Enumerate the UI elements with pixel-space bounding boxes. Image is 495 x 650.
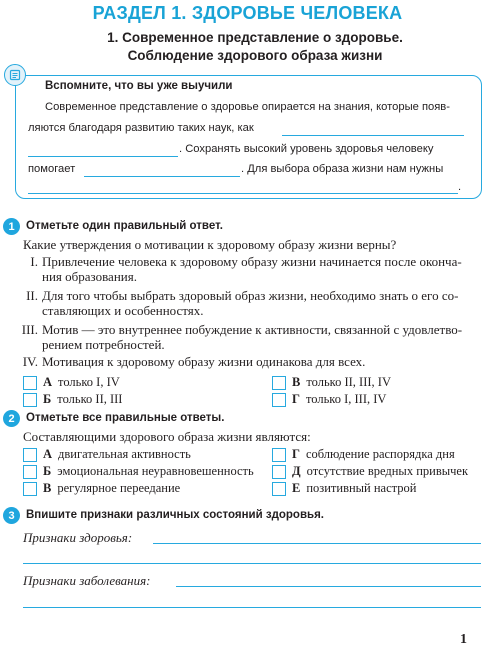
health-signs-label: Признаки здоровья:: [23, 530, 133, 545]
task-number-badge: 1: [3, 218, 20, 235]
recall-heading: Вспомните, что вы уже выучили: [45, 80, 233, 92]
statement-line: рением потребностей.: [42, 337, 165, 352]
recall-text-line: Современное представление о здоровье опирается на знания, которые появ-: [45, 101, 450, 113]
option-text: отсутствие вредных привычек: [306, 464, 469, 478]
option-letter: Г: [292, 447, 300, 461]
disease-signs-label: Признаки заболевания:: [23, 573, 151, 588]
option-letter: В: [43, 481, 52, 495]
checkbox[interactable]: [272, 376, 286, 390]
statement-text: [42, 354, 487, 369]
option-letter: Д: [292, 464, 301, 478]
recall-box: [15, 75, 482, 199]
checkbox[interactable]: [23, 376, 37, 390]
option-text: двигательная активность: [58, 447, 191, 461]
statement-number: III.: [21, 322, 38, 337]
recall-text-line: помогает: [28, 163, 76, 175]
answer-line[interactable]: [23, 563, 481, 564]
option-letter: Б: [43, 464, 52, 478]
option-a[interactable]: [23, 375, 120, 390]
page-number: 1: [460, 632, 467, 647]
option-text: только II, III: [57, 392, 123, 406]
statement-line: Мотив — это внутреннее побуждение к активности, связанной с удовлетво-: [42, 322, 463, 337]
statement-text: [42, 254, 487, 284]
statement-line: Для того чтобы выбрать здоровый образ жизни, необходимо знать о его со-: [42, 288, 459, 303]
task-number-badge: 2: [3, 410, 20, 427]
option-d[interactable]: [272, 464, 468, 479]
option-text: только II, III, IV: [306, 375, 391, 389]
option-text: эмоциональная неуравновешенность: [57, 464, 254, 478]
option-text: позитивный настрой: [306, 481, 417, 495]
answer-blank[interactable]: [282, 135, 464, 136]
option-letter: Б: [43, 392, 52, 406]
statement-number: IV.: [22, 354, 38, 369]
section-title: РАЗДЕЛ 1. ЗДОРОВЬЕ ЧЕЛОВЕКА: [92, 3, 403, 23]
option-text: регулярное переедание: [57, 481, 181, 495]
answer-line[interactable]: [176, 586, 481, 587]
option-letter: А: [43, 375, 53, 389]
recall-text-line: ляются благодаря развитию таких наук, как: [28, 122, 254, 134]
option-text: только I, III, IV: [305, 392, 387, 406]
option-b[interactable]: [23, 464, 254, 479]
option-letter: А: [43, 447, 53, 461]
option-v[interactable]: [23, 481, 180, 496]
checkbox[interactable]: [23, 465, 37, 479]
option-e[interactable]: [272, 481, 416, 496]
recall-text-line: . Сохранять высокий уровень здоровья человеку: [179, 143, 434, 155]
option-a[interactable]: [23, 447, 191, 462]
checkbox[interactable]: [272, 448, 286, 462]
task-instruction: Отметьте один правильный ответ.: [26, 220, 223, 232]
statement-number: I.: [30, 254, 38, 269]
checkbox[interactable]: [272, 465, 286, 479]
lesson-title-line2: Соблюдение здорового образа жизни: [127, 48, 383, 63]
lesson-title-line1: 1. Современное представление о здоровье.: [107, 30, 403, 45]
recall-text-line: . Для выбора образа жизни нам нужны: [241, 163, 444, 175]
checkbox[interactable]: [23, 448, 37, 462]
task-question: Какие утверждения о мотивации к здоровому образу жизни верны?: [23, 237, 397, 252]
recall-text-line: .: [458, 181, 462, 193]
option-v[interactable]: [272, 375, 391, 390]
answer-line[interactable]: [153, 543, 481, 544]
statement-line: Мотивация к здоровому образу жизни одинакова для всех.: [42, 354, 366, 369]
task-instruction: Отметьте все правильные ответы.: [26, 412, 225, 424]
statement-text: [42, 322, 487, 352]
answer-line[interactable]: [23, 607, 481, 608]
option-text: только I, IV: [58, 375, 120, 389]
notebook-icon: [4, 64, 26, 86]
option-letter: В: [292, 375, 301, 389]
answer-blank[interactable]: [28, 193, 458, 194]
task-number-badge: 3: [3, 507, 20, 524]
statement-line: ния образования.: [42, 269, 137, 284]
statement-text: [42, 288, 487, 318]
task-question: Составляющими здорового образа жизни являются:: [23, 429, 311, 444]
statement-line: Привлечение человека к здоровому образу жизни начинается после оконча-: [42, 254, 462, 269]
checkbox[interactable]: [272, 482, 286, 496]
checkbox[interactable]: [23, 482, 37, 496]
statement-line: ставляющих и особенностях.: [42, 303, 204, 318]
option-g[interactable]: [272, 392, 386, 407]
option-letter: Г: [292, 392, 300, 406]
option-text: соблюдение распорядка дня: [305, 447, 455, 461]
option-b[interactable]: [23, 392, 122, 407]
task-instruction: Впишите признаки различных состояний здоровья.: [26, 509, 324, 521]
lesson-title: [40, 29, 470, 65]
statement-number: II.: [26, 288, 38, 303]
option-letter: Е: [292, 481, 301, 495]
answer-blank[interactable]: [28, 156, 178, 157]
checkbox[interactable]: [23, 393, 37, 407]
answer-blank[interactable]: [84, 176, 240, 177]
checkbox[interactable]: [272, 393, 286, 407]
option-g[interactable]: [272, 447, 455, 462]
